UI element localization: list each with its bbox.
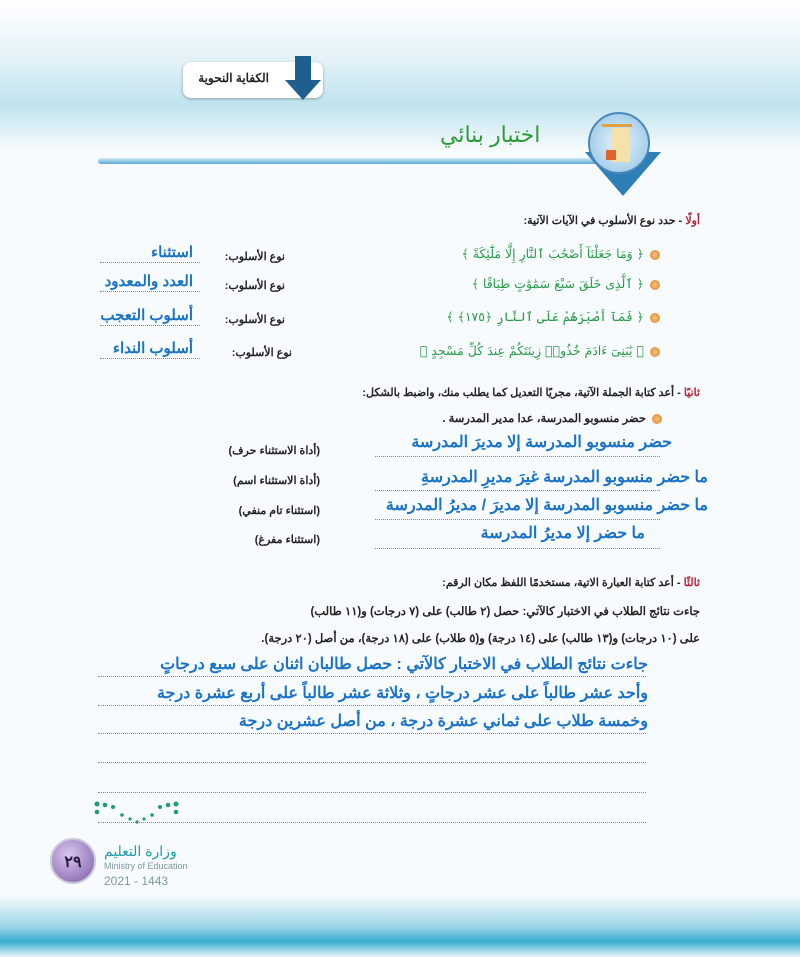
section2-number: ثانيًا <box>683 387 700 399</box>
answer-line <box>98 792 646 793</box>
answer-line <box>375 548 660 549</box>
instruction-label: (استثناء مفرغ) <box>254 534 320 546</box>
section3-heading: ثالثًا - أعد كتابة العبارة الاتية، مستخدمًا اللفظ مكان الرقم: <box>442 577 700 589</box>
style-label: نوع الأسلوب: <box>224 280 285 292</box>
section1-heading: أولًا - حدد نوع الأسلوب في الآيات الآتية: <box>523 215 700 227</box>
section3-number: ثالثًا <box>683 577 700 589</box>
answer-field[interactable]: حضر منسوبو المدرسة إلا مديرَ المدرسة <box>411 434 672 451</box>
building-icon <box>588 112 650 174</box>
verse-text: ﴿ فَمَآ أَصْبَرَهُمْ عَلَى ٱلنَّارِ ﴿١٧٥﴾ ﴾ <box>446 309 644 324</box>
unit-tab-label: الكفاية النحوية <box>198 71 269 85</box>
style-label: نوع الأسلوب: <box>224 314 285 326</box>
verse-text: ﴿ وَمَا جَعَلْنَآ أَصْحَٰبَ ٱلنَّارِ إِلَّا مَلَٰٓئِكَةً ﴾ <box>461 246 644 261</box>
instruction-label: (أداة الاستثناء حرف) <box>228 445 320 457</box>
instruction-label: (استثناء تام منفي) <box>238 505 320 517</box>
verse-item <box>462 246 660 261</box>
answer-field[interactable]: ما حضر منسوبو المدرسة إلا مديرَ / مديرُ المدرسة <box>385 497 708 514</box>
style-label: نوع الأسلوب: <box>224 251 285 263</box>
answer-field[interactable]: وخمسة طلاب على ثماني عشرة درجة ، من أصل عشرين درجة <box>238 713 648 730</box>
answer-line <box>100 291 200 292</box>
page-number: ٢٩ <box>50 838 96 884</box>
edition-year: 2021 - 1443 <box>104 874 169 888</box>
answer-line <box>100 325 200 326</box>
ministry-logo-icon <box>92 800 182 830</box>
footer-background <box>0 895 800 957</box>
verse-text: ﴿ ٱلَّذِى خَلَقَ سَبْعَ سَمَٰوَٰتٍ طِبَاقًا ﴾ <box>471 276 644 291</box>
answer-line <box>98 762 646 763</box>
verse-item <box>472 276 660 291</box>
answer-field[interactable]: العدد والمعدود <box>104 273 193 290</box>
answer-field[interactable]: أسلوب التعجب <box>100 307 193 324</box>
instruction-label: (أداة الاستثناء اسم) <box>233 475 320 487</box>
bullet-icon <box>650 347 660 357</box>
answer-field[interactable]: أسلوب النداء <box>112 340 193 357</box>
section3-instruction: أعد كتابة العبارة الاتية، مستخدمًا اللفظ مكان الرقم: <box>442 577 674 589</box>
exercise-text: جاءت نتائج الطلاب في الاختبار كالآتي: حصل (٢ طالب) على (٧ درجات) و(١١ طالب) <box>310 606 700 618</box>
style-label: نوع الأسلوب: <box>231 347 292 359</box>
bullet-icon <box>650 250 660 260</box>
answer-field[interactable]: استثناء <box>151 244 193 261</box>
exercise-text: على (١٠ درجات) و(١٣ طالب) على (١٤ درجة) و(٥ طلاب) على (١٨ درجة)، من أصل (٢٠ درجة). <box>261 633 700 645</box>
answer-line <box>100 358 200 359</box>
ministry-name-ar: وزارة التعليم <box>104 843 177 859</box>
base-sentence-text: حضر منسوبو المدرسة، عدا مدير المدرسة . <box>442 413 646 425</box>
page-title: اختبار بنائي <box>440 122 541 147</box>
answer-field[interactable]: وأحد عشر طالباً على عشر درجاتٍ ، وثلاثة عشر طالباً على أربع عشرة درجة <box>156 685 648 702</box>
bullet-icon <box>650 313 660 323</box>
answer-line <box>98 676 646 677</box>
answer-line <box>100 262 200 263</box>
answer-line <box>98 733 646 734</box>
verse-item <box>446 309 660 324</box>
answer-field[interactable]: ما حضر منسوبو المدرسة غيرَ مديرِ المدرسةِ <box>421 469 708 486</box>
verse-item <box>420 343 660 358</box>
section1-instruction: حدد نوع الأسلوب في الآيات الآتية: <box>523 215 676 227</box>
answer-line <box>375 519 660 520</box>
answer-line <box>375 490 660 491</box>
bullet-icon <box>650 280 660 290</box>
answer-field[interactable]: جاءت نتائج الطلاب في الاختبار كالآتي : حصل طالبان اثنان على سبع درجاتٍ <box>160 656 648 673</box>
section1-number: أولًا <box>685 215 700 227</box>
section2-heading: ثانيًا - أعد كتابة الجملة الآتية، مجريًا التعديل كما يطلب منك، واضبط بالشكل: <box>362 387 700 399</box>
answer-field[interactable]: ما حضر إلا مديرُ المدرسة <box>480 525 645 542</box>
down-arrow-icon <box>285 56 321 100</box>
ministry-name-en: Ministry of Education <box>104 861 188 871</box>
bullet-icon <box>652 414 662 424</box>
answer-line <box>375 456 660 457</box>
header-background <box>0 0 800 150</box>
verse-text: ﴿ يَٰبَنِىٓ ءَادَمَ خُذُوا۟ زِينَتَكُمْ عِندَ كُلِّ مَسْجِدٍ ﴾ <box>419 343 644 358</box>
answer-line <box>98 705 646 706</box>
section2-instruction: أعد كتابة الجملة الآتية، مجريًا التعديل كما يطلب منك، واضبط بالشكل: <box>362 387 675 399</box>
base-sentence <box>442 411 662 425</box>
title-divider <box>98 158 648 164</box>
